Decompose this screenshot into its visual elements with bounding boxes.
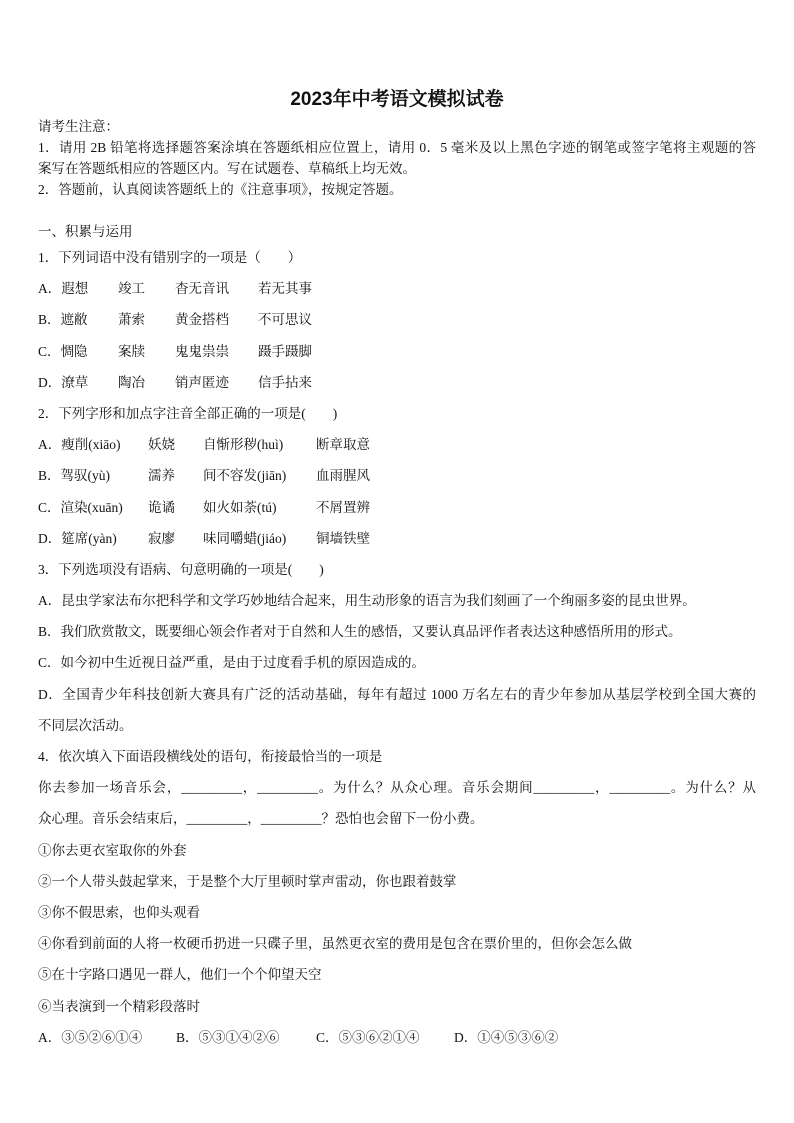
question-4-option-a: A．③⑤②⑥①④: [38, 1029, 143, 1045]
question-2-option-c: [38, 492, 756, 523]
question-3-option-b: B．我们欣赏散文，既要细心领会作者对于自然和人生的感悟，又要认真品评作者表达这种感悟所用的形式。: [38, 624, 682, 640]
option-term: 如火如荼(tú): [203, 499, 277, 515]
question-4-sentence-6: ⑥当表演到一个精彩段落时: [38, 998, 200, 1014]
option-term: 寂廖: [148, 530, 175, 546]
question-4-passage-line: 众心理。音乐会结束后，_________，_________？恐怕也会留下一份小费。: [38, 811, 484, 827]
option-term: 黄金搭档: [175, 312, 229, 328]
question-2-option-b: [38, 460, 756, 491]
question-4-options: [38, 1022, 756, 1053]
option-term: 鬼鬼祟祟: [175, 343, 229, 359]
question-3-stem: 3．下列选项没有语病、句意明确的一项是( ): [38, 561, 324, 577]
option-term: 信手拈来: [258, 374, 312, 390]
question-4-stem: 4．依次填入下面语段横线处的语句，衔接最恰当的一项是: [38, 749, 383, 764]
option-term: B．遮敝: [38, 312, 88, 328]
option-term: C．惆隐: [38, 343, 88, 359]
question-2-option-a: [38, 429, 756, 460]
option-term: 濡养: [148, 468, 175, 484]
question-area: [38, 242, 756, 1053]
option-term: 销声匿迹: [175, 374, 229, 390]
option-term: 竣工: [118, 281, 145, 297]
question-4-sentence-1: ①你去更衣室取你的外套: [38, 842, 187, 858]
option-term: 若无其事: [258, 281, 312, 297]
question-1-option-c: [38, 336, 756, 367]
question-2-option-d: [38, 523, 756, 554]
question-4-sentence-3: ③你不假思索，也仰头观看: [38, 904, 200, 920]
notice-line: 1．请用 2B 铅笔将选择题答案涂填在答题纸相应位置上，请用 0．5 毫米及以上黑色字迹的钢笔或签字笔将主观题的答: [38, 140, 756, 155]
option-term: 不可思议: [258, 312, 312, 328]
question-4-option-b: B．⑤③①④②⑥: [176, 1029, 280, 1045]
question-4-sentence-2: ②一个人带头鼓起掌来，于是整个大厅里顿时掌声雷动，你也跟着鼓掌: [38, 873, 457, 889]
question-4-passage-line: 你去参加一场音乐会，_________，_________。为什么？从众心理。音乐会期间_________，_________。为什么？从: [38, 780, 756, 796]
option-term: 妖娆: [148, 437, 175, 453]
question-3-option-d-continued: 不同层次活动。: [38, 717, 133, 733]
question-4-option-c: C．⑤③⑥②①④: [316, 1029, 420, 1045]
option-term: A．瘦削(xiāo): [38, 437, 121, 453]
option-term: 陶冶: [118, 374, 145, 390]
option-term: 自惭形秽(huì): [203, 437, 284, 453]
option-term: 血雨腥风: [316, 468, 370, 484]
candidate-notice: [38, 116, 756, 200]
question-1-stem: 1．下列词语中没有错别字的一项是（ ）: [38, 250, 302, 265]
option-term: 诡谲: [148, 499, 175, 515]
option-term: C．渲染(xuān): [38, 499, 123, 515]
question-1-option-a: [38, 273, 756, 304]
question-1-option-b: [38, 304, 756, 335]
option-term: 味同嚼蜡(jiáo): [203, 530, 287, 546]
question-4-sentence-4: ④你看到前面的人将一枚硬币扔进一只碟子里，虽然更衣室的费用是包含在票价里的，但你会怎么做: [38, 936, 632, 952]
question-1-option-d: [38, 367, 756, 398]
question-3-option-d: D．全国青少年科技创新大赛具有广泛的活动基础，每年有超过 1000 万名左右的青少年参加从基层学校到全国大赛的: [38, 686, 756, 702]
option-term: D．筵席(yàn): [38, 530, 117, 546]
option-term: 案牍: [118, 343, 145, 359]
notice-line: 案写在答题纸相应的答题区内。写在试题卷、草稿纸上均无效。: [38, 161, 416, 176]
option-term: 间不容发(jiān): [203, 468, 287, 484]
option-term: 铜墙铁壁: [316, 530, 370, 546]
option-term: 断章取意: [316, 437, 370, 453]
notice-line: 2．答题前，认真阅读答题纸上的《注意事项》，按规定答题。: [38, 182, 403, 197]
question-2-stem: 2．下列字形和加点字注音全部正确的一项是( ): [38, 405, 338, 421]
question-4-sentence-5: ⑤在十字路口遇见一群人，他们一个个仰望天空: [38, 967, 322, 983]
notice-heading: 请考生注意：: [38, 119, 119, 134]
question-3-option-a: A．昆虫学家法布尔把科学和文学巧妙地结合起来，用生动形象的语言为我们刻画了一个绚丽多姿的昆虫世界。: [38, 593, 696, 609]
option-term: A．遐想: [38, 281, 89, 297]
option-term: 杳无音讯: [175, 281, 229, 297]
page-title: 2023年中考语文模拟试卷: [290, 89, 504, 110]
option-term: 不屑置辨: [316, 499, 370, 515]
option-term: D．潦草: [38, 374, 89, 390]
question-4-option-d: D．①④⑤③⑥②: [454, 1029, 559, 1045]
section-title: 一、积累与运用: [38, 224, 133, 239]
option-term: 萧索: [118, 312, 145, 328]
option-term: 蹑手蹑脚: [258, 343, 312, 359]
option-term: B．驾驭(yù): [38, 468, 110, 484]
question-3-option-c: C．如今初中生近视日益严重，是由于过度看手机的原因造成的。: [38, 655, 426, 671]
